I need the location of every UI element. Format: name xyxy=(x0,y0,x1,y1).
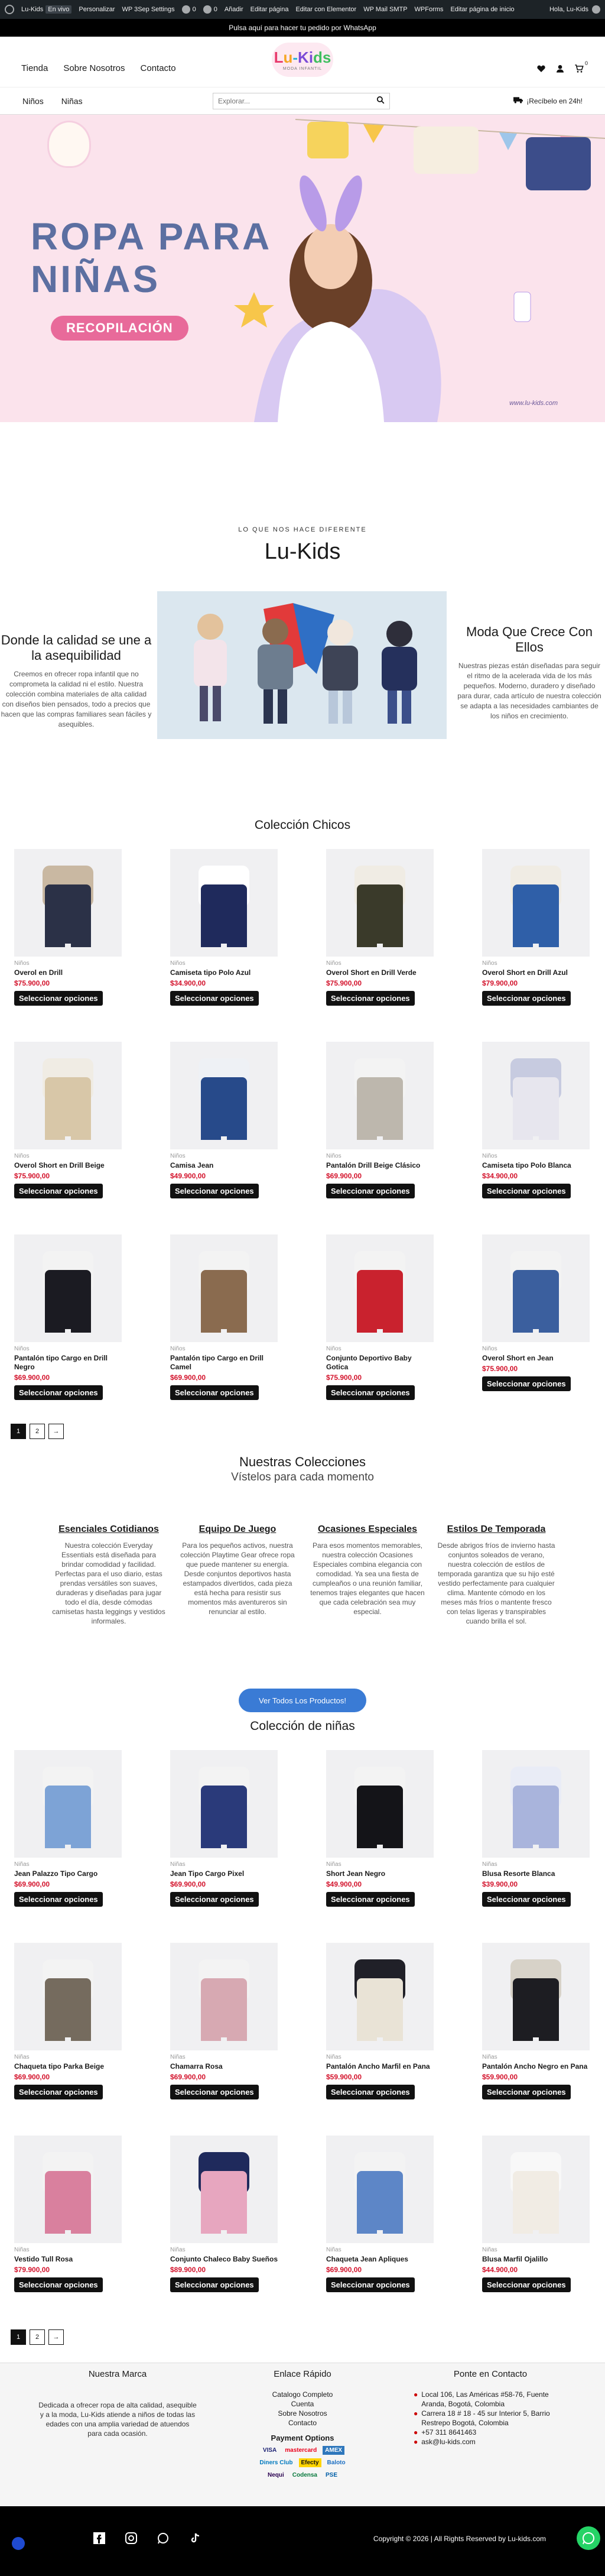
collections-subtitle: Vístelos para cada momento xyxy=(231,1471,374,1483)
hero-title: ROPA PARA NIÑAS xyxy=(31,215,272,300)
payment-title: Payment Options xyxy=(271,2434,334,2442)
product-card[interactable] xyxy=(482,2136,590,2292)
product-image[interactable] xyxy=(170,1042,278,1149)
product-name[interactable]: Jean Tipo Cargo Pixel xyxy=(170,1869,245,1878)
product-image[interactable] xyxy=(482,1042,590,1149)
map-pin-icon: ● xyxy=(414,2390,418,2399)
product-name[interactable]: Camisa Jean xyxy=(170,1161,214,1169)
product-card[interactable] xyxy=(326,2136,434,2292)
about-left-title: Donde la calidad se une a la asequibilidad xyxy=(1,633,152,663)
product-card[interactable] xyxy=(482,849,590,1006)
select-options-button[interactable]: Seleccionar opciones xyxy=(482,2085,571,2099)
about-left-text: Creemos en ofrecer ropa infantil que no comprometa la calidad ni el estilo. Nuestra colección combina materiales de alta calidad con diseños bien pensados, todo a precios que hacen que las compras familiares sean fáciles y asequibles. xyxy=(1,670,152,728)
page-2-button[interactable]: 2 xyxy=(30,1424,45,1439)
product-price: $75.900,00 xyxy=(326,1373,362,1382)
product-card[interactable] xyxy=(326,1042,434,1198)
select-options-button[interactable]: Seleccionar opciones xyxy=(170,991,259,1006)
collection-special-text: Para esos momentos memorables, nuestra colección Ocasiones Especiales combina elegancia con comodidad. Ya sea una fiesta de cumpleaños o una reunión familiar, tenemos trajes elegantes que hacen que cada celebración sea muy especial. xyxy=(310,1541,425,1616)
collection-playtime-title[interactable]: Equipo De Juego xyxy=(199,1524,277,1534)
collection-essentials-title[interactable]: Esenciales Cotidianos xyxy=(58,1524,159,1534)
product-price: $39.900,00 xyxy=(482,1880,518,1888)
baloto-logo: Baloto xyxy=(327,2460,346,2466)
collection-seasonal xyxy=(437,1524,555,1626)
about-eyebrow: LO QUE NOS HACE DIFERENTE xyxy=(238,526,367,533)
about-left xyxy=(0,633,152,730)
product-card[interactable] xyxy=(14,849,122,1006)
product-image[interactable] xyxy=(170,1943,278,2050)
product-image[interactable] xyxy=(482,1750,590,1858)
product-price: $79.900,00 xyxy=(482,979,518,987)
product-category[interactable]: Niñas xyxy=(14,1861,30,1868)
product-name[interactable]: Pantalón tipo Cargo en Drill Negro xyxy=(14,1354,108,1371)
whatsapp-promo-bar[interactable] xyxy=(0,19,605,37)
logo-letter: ds xyxy=(313,48,331,66)
page-1-button[interactable]: 1 xyxy=(11,1424,26,1439)
contact-address-1: ● Local 106, Las Américas #58-76, Fuente Aranda, Bogotá, Colombia xyxy=(414,2390,549,2408)
site-header xyxy=(0,37,605,88)
mail-icon: ● xyxy=(414,2438,418,2446)
header-icons xyxy=(536,60,588,73)
about-right xyxy=(457,624,601,721)
product-category[interactable]: Niñas xyxy=(482,1861,497,1868)
product-price: $69.900,00 xyxy=(14,2073,50,2081)
product-category[interactable]: Niños xyxy=(482,1346,497,1352)
payment-logos xyxy=(249,2446,356,2480)
product-card[interactable] xyxy=(14,1042,122,1198)
product-name[interactable]: Blusa Resorte Blanca xyxy=(482,1869,555,1878)
product-price: $69.900,00 xyxy=(14,1880,50,1888)
product-price: $69.900,00 xyxy=(170,1880,206,1888)
wp-logo-icon[interactable] xyxy=(5,5,14,14)
about-right-title: Moda Que Crece Con Ellos xyxy=(466,624,593,654)
whatsapp-float-button[interactable] xyxy=(577,2526,600,2550)
instagram-icon[interactable] xyxy=(125,2532,137,2544)
search-input[interactable] xyxy=(218,97,376,105)
footer-links xyxy=(249,2369,356,2480)
product-category[interactable]: Niñas xyxy=(170,2247,186,2253)
product-name[interactable]: Vestido Tull Rosa xyxy=(14,2255,73,2263)
whatsapp-icon[interactable] xyxy=(157,2532,169,2544)
facebook-icon[interactable] xyxy=(93,2532,105,2544)
logo-letter: - xyxy=(292,48,298,66)
collection-playtime xyxy=(178,1524,297,1616)
product-card[interactable] xyxy=(14,2136,122,2292)
admin-customize[interactable]: Personalizar xyxy=(79,6,115,13)
accessibility-icon[interactable] xyxy=(12,2537,25,2550)
footer-link-catalogo[interactable]: Catalogo Completo xyxy=(272,2390,333,2399)
product-category[interactable]: Niños xyxy=(14,1346,30,1352)
select-options-button[interactable]: Seleccionar opciones xyxy=(14,2085,103,2099)
product-card[interactable] xyxy=(482,1042,590,1198)
product-price: $75.900,00 xyxy=(14,979,50,987)
product-price: $79.900,00 xyxy=(14,2266,50,2274)
admin-wp-settings[interactable]: WP 3Sep Settings xyxy=(122,6,175,13)
product-name[interactable]: Chamarra Rosa xyxy=(170,2062,223,2070)
select-options-button[interactable]: Seleccionar opciones xyxy=(170,2085,259,2099)
live-badge: En vivo xyxy=(45,5,71,14)
next-page-button[interactable]: → xyxy=(48,1424,64,1439)
product-image[interactable] xyxy=(170,1234,278,1342)
product-image[interactable] xyxy=(326,1943,434,2050)
product-image[interactable] xyxy=(170,849,278,957)
product-card[interactable] xyxy=(14,1750,122,1907)
about-heading xyxy=(0,526,605,565)
boys-pagination xyxy=(11,1424,64,1439)
product-name[interactable]: Overol en Drill xyxy=(14,968,63,977)
footer-link-contacto[interactable]: Contacto xyxy=(288,2419,317,2427)
admin-updates-count[interactable]: 0 xyxy=(203,5,217,14)
collection-playtime-text: Para los pequeños activos, nuestra colección Playtime Gear ofrece ropa que puede mantener su energía. Desde conjuntos deportivos hasta estampados divertidos, cada pieza está hecha para resistir sus momentos más aventureros sin renunciar al estilo. xyxy=(180,1541,295,1616)
mastercard-logo: mastercard xyxy=(285,2447,317,2454)
category-ninos[interactable]: Niños xyxy=(22,96,44,106)
contact-phone[interactable]: ● +57 311 8641463 xyxy=(414,2428,477,2436)
map-pin-icon: ● xyxy=(414,2409,418,2418)
product-price: $59.900,00 xyxy=(482,2073,518,2081)
product-price: $49.900,00 xyxy=(326,1880,362,1888)
product-price: $69.900,00 xyxy=(326,2266,362,2274)
product-name[interactable]: Pantalón tipo Cargo en Drill Camel xyxy=(170,1354,264,1371)
product-image[interactable] xyxy=(14,849,122,957)
product-name[interactable]: Camiseta tipo Polo Azul xyxy=(170,968,251,977)
product-name[interactable]: Pantalón Ancho Marfil en Pana xyxy=(326,2062,430,2070)
product-image[interactable] xyxy=(482,1943,590,2050)
product-name[interactable]: Overol Short en Jean xyxy=(482,1354,554,1362)
hero-url: www.lu-kids.com xyxy=(509,400,558,407)
site-footer xyxy=(0,2363,605,2576)
product-image[interactable] xyxy=(326,849,434,957)
product-image[interactable] xyxy=(14,1750,122,1858)
admin-comments-count[interactable]: 0 xyxy=(182,5,196,14)
product-image[interactable] xyxy=(482,849,590,957)
logo-tagline: MODA INFANTIL xyxy=(282,67,323,71)
product-name[interactable]: Short Jean Negro xyxy=(326,1869,386,1878)
select-options-button[interactable]: Seleccionar opciones xyxy=(326,1385,415,1400)
product-name[interactable]: Overol Short en Drill Azul xyxy=(482,968,568,977)
product-category[interactable]: Niños xyxy=(170,960,186,967)
select-options-button[interactable]: Seleccionar opciones xyxy=(482,991,571,1006)
select-options-button[interactable]: Seleccionar opciones xyxy=(14,1892,103,1907)
product-image[interactable] xyxy=(326,2136,434,2243)
product-image[interactable] xyxy=(14,1943,122,2050)
product-card[interactable] xyxy=(170,1234,278,1400)
product-category[interactable]: Niñas xyxy=(326,2054,341,2060)
page-2-button[interactable]: 2 xyxy=(30,2329,45,2345)
category-ninas[interactable]: Niñas xyxy=(61,96,83,106)
logo-letter: L xyxy=(274,48,284,66)
product-category[interactable]: Niñas xyxy=(170,2054,186,2060)
footer-brand-title: Nuestra Marca xyxy=(88,2369,147,2379)
tiktok-icon[interactable] xyxy=(189,2532,201,2544)
footer-links-title: Enlace Rápido xyxy=(274,2369,331,2379)
admin-edit-home[interactable]: Editar página de inicio xyxy=(450,6,515,13)
search-icon[interactable] xyxy=(376,96,385,106)
updates-icon xyxy=(203,5,212,14)
product-price: $89.900,00 xyxy=(170,2266,206,2274)
wp-admin-bar xyxy=(0,0,605,19)
product-name[interactable]: Chaqueta Jean Apliques xyxy=(326,2255,408,2263)
product-category[interactable]: Niños xyxy=(170,1346,186,1352)
footer-link-cuenta[interactable]: Cuenta xyxy=(291,2400,314,2408)
product-name[interactable]: Overol Short en Drill Verde xyxy=(326,968,417,977)
admin-wpforms[interactable]: WPForms xyxy=(414,6,444,13)
search-box xyxy=(213,93,390,109)
logo-letter: u xyxy=(283,48,293,66)
product-image[interactable] xyxy=(482,2136,590,2243)
comments-icon xyxy=(182,5,190,14)
product-name[interactable]: Conjunto Chaleco Baby Sueños xyxy=(170,2255,278,2263)
product-card[interactable] xyxy=(14,1943,122,2099)
product-name[interactable]: Pantalón Ancho Negro en Pana xyxy=(482,2062,588,2070)
shipping-text: ¡Recíbelo en 24h! xyxy=(526,96,583,105)
page-1-button[interactable]: 1 xyxy=(11,2329,26,2345)
select-options-button[interactable]: Seleccionar opciones xyxy=(14,1184,103,1198)
select-options-button[interactable]: Seleccionar opciones xyxy=(326,1184,415,1198)
admin-account[interactable]: Hola, Lu-Kids xyxy=(549,5,600,14)
product-card[interactable] xyxy=(482,1750,590,1907)
product-price: $44.900,00 xyxy=(482,2266,518,2274)
select-options-button[interactable]: Seleccionar opciones xyxy=(482,1376,571,1391)
user-icon[interactable] xyxy=(555,64,565,73)
view-all-products-button[interactable]: Ver Todos Los Productos! xyxy=(239,1689,366,1712)
about-kids-image xyxy=(157,591,447,739)
cart-icon[interactable] xyxy=(574,60,588,73)
shipping-note xyxy=(513,96,583,105)
footer-bottom-bar xyxy=(0,2506,605,2576)
collections-title: Nuestras Colecciones xyxy=(239,1454,366,1469)
select-options-button[interactable]: Seleccionar opciones xyxy=(326,991,415,1006)
product-category[interactable]: Niños xyxy=(14,960,30,967)
select-options-button[interactable]: Seleccionar opciones xyxy=(482,1184,571,1198)
product-card[interactable] xyxy=(170,1750,278,1907)
product-card[interactable] xyxy=(170,1943,278,2099)
about-section xyxy=(0,591,605,739)
select-options-button[interactable]: Seleccionar opciones xyxy=(14,1385,103,1400)
product-name[interactable]: Jean Palazzo Tipo Cargo xyxy=(14,1869,98,1878)
select-options-button[interactable]: Seleccionar opciones xyxy=(170,1892,259,1907)
product-card[interactable] xyxy=(326,1234,434,1400)
product-price: $69.900,00 xyxy=(170,2073,206,2081)
product-card[interactable] xyxy=(482,1943,590,2099)
admin-edit-page[interactable]: Editar página xyxy=(250,6,289,13)
nav-tienda[interactable]: Tienda xyxy=(21,63,48,73)
footer-contact xyxy=(414,2369,567,2447)
site-logo[interactable] xyxy=(272,43,333,77)
collection-special xyxy=(308,1524,427,1616)
product-category[interactable]: Niños xyxy=(14,1153,30,1159)
product-card[interactable] xyxy=(326,849,434,1006)
footer-brand-text: Dedicada a ofrecer ropa de alta calidad, asequible y a la moda, Lu-Kids atiende a niños de todas las edades con una amplia variedad de atuendos para cada ocasión. xyxy=(38,2401,197,2438)
product-card[interactable] xyxy=(482,1234,590,1391)
admin-edit-elementor[interactable]: Editar con Elementor xyxy=(295,6,357,13)
whatsapp-float-icon xyxy=(581,2531,596,2545)
product-image[interactable] xyxy=(326,1750,434,1858)
product-price: $34.900,00 xyxy=(482,1172,518,1180)
select-options-button[interactable]: Seleccionar opciones xyxy=(482,1892,571,1907)
efecty-logo: Efecty xyxy=(299,2458,321,2467)
product-category[interactable]: Niños xyxy=(326,1346,341,1352)
footer-brand xyxy=(38,2369,197,2438)
contact-email[interactable]: ● ask@lu-kids.com xyxy=(414,2438,476,2446)
hero-collection-pill[interactable]: RECOPILACIÓN xyxy=(51,316,188,341)
select-options-button[interactable]: Seleccionar opciones xyxy=(170,2277,259,2292)
product-name[interactable]: Pantalón Drill Beige Clásico xyxy=(326,1161,421,1169)
girls-pagination xyxy=(11,2329,64,2345)
codensa-logo: Codensa xyxy=(292,2472,317,2478)
product-image[interactable] xyxy=(170,2136,278,2243)
contact-address-2: ● Carrera 18 # 18 - 45 sur Interior 5, Barrio Restrepo Bogotá, Colombia xyxy=(414,2409,550,2427)
select-options-button[interactable]: Seleccionar opciones xyxy=(482,2277,571,2292)
product-category[interactable]: Niñas xyxy=(14,2247,30,2253)
product-image[interactable] xyxy=(326,1234,434,1342)
admin-wp-mail-smtp[interactable]: WP Mail SMTP xyxy=(363,6,408,13)
copyright: Copyright © 2026 | All Rights Reserved by Lu-kids.com xyxy=(373,2535,546,2543)
product-card[interactable] xyxy=(326,1943,434,2099)
nequi-logo: Nequi xyxy=(267,2472,284,2478)
category-nav xyxy=(0,88,605,115)
admin-site-name[interactable]: Lu-Kids En vivo xyxy=(21,5,71,14)
boys-collection-title: Colección Chicos xyxy=(254,818,351,832)
product-category[interactable]: Niños xyxy=(482,960,497,967)
select-options-button[interactable]: Seleccionar opciones xyxy=(14,991,103,1006)
main-nav xyxy=(21,63,176,73)
product-card[interactable] xyxy=(326,1750,434,1907)
select-options-button[interactable]: Seleccionar opciones xyxy=(326,2277,415,2292)
product-card[interactable] xyxy=(170,2136,278,2292)
balloon-decoration xyxy=(47,121,91,168)
collection-seasonal-title[interactable]: Estilos De Temporada xyxy=(447,1524,546,1534)
product-price: $34.900,00 xyxy=(170,979,206,987)
product-price: $69.900,00 xyxy=(170,1373,206,1382)
pse-logo: PSE xyxy=(326,2472,338,2478)
product-price: $75.900,00 xyxy=(14,1172,50,1180)
product-card[interactable] xyxy=(170,1042,278,1198)
product-name[interactable]: Blusa Marfil Ojalillo xyxy=(482,2255,548,2263)
product-image[interactable] xyxy=(170,1750,278,1858)
product-name[interactable]: Camiseta tipo Polo Blanca xyxy=(482,1161,571,1169)
visa-logo: VISA xyxy=(262,2447,277,2454)
next-page-button[interactable]: → xyxy=(48,2329,64,2345)
about-right-text: Nuestras piezas están diseñadas para seguir el ritmo de la acelerada vida de los más pequeños. Moderno, duradero y diseñado para durar, cada artículo de nuestra colección se adapta a las necesidades cambiantes de los niños en crecimiento. xyxy=(457,662,601,720)
product-category[interactable]: Niños xyxy=(482,1153,497,1159)
select-options-button[interactable]: Seleccionar opciones xyxy=(170,1184,259,1198)
footer-contact-title: Ponte en Contacto xyxy=(453,2369,528,2379)
product-category[interactable]: Niños xyxy=(326,960,341,967)
logo-letter: Ki xyxy=(298,48,314,66)
product-price: $49.900,00 xyxy=(170,1172,206,1180)
promo-text[interactable]: Pulsa aquí para hacer tu pedido por WhatsApp xyxy=(229,24,376,32)
product-card[interactable] xyxy=(14,1234,122,1400)
product-image[interactable] xyxy=(14,1042,122,1149)
select-options-button[interactable]: Seleccionar opciones xyxy=(326,1892,415,1907)
footer-link-sobre-nosotros[interactable]: Sobre Nosotros xyxy=(278,2409,327,2418)
collection-special-title[interactable]: Ocasiones Especiales xyxy=(317,1524,418,1534)
product-image[interactable] xyxy=(14,1234,122,1342)
product-price: $69.900,00 xyxy=(326,1172,362,1180)
product-category[interactable]: Niñas xyxy=(170,1861,186,1868)
product-image[interactable] xyxy=(326,1042,434,1149)
product-category[interactable]: Niños xyxy=(326,1153,341,1159)
product-price: $59.900,00 xyxy=(326,2073,362,2081)
nav-contacto[interactable]: Contacto xyxy=(140,63,176,73)
select-options-button[interactable]: Seleccionar opciones xyxy=(326,2085,415,2099)
amex-logo: AMEX xyxy=(323,2446,344,2455)
product-price: $75.900,00 xyxy=(482,1365,518,1373)
nav-sobre-nosotros[interactable]: Sobre Nosotros xyxy=(63,63,125,73)
about-brand: Lu-Kids xyxy=(264,539,341,564)
product-image[interactable] xyxy=(14,2136,122,2243)
product-category[interactable]: Niñas xyxy=(326,2247,341,2253)
product-category[interactable]: Niñas xyxy=(14,2054,30,2060)
product-price: $69.900,00 xyxy=(14,1373,50,1382)
collection-essentials-text: Nuestra colección Everyday Essentials está diseñada para brindar comodidad y facilidad. Perfectas para el uso diario, estas prendas versátiles son suaves, duraderas y diseñadas para jugar todo el día, desde cómodas camisetas hasta leggings y vestidos informales. xyxy=(52,1541,165,1625)
diners-logo: Diners Club xyxy=(259,2460,293,2466)
girls-collection-title: Colección de niñas xyxy=(250,1719,355,1733)
product-category[interactable]: Niñas xyxy=(482,2054,497,2060)
product-price: $75.900,00 xyxy=(326,979,362,987)
admin-new[interactable]: Añadir xyxy=(224,6,243,13)
select-options-button[interactable]: Seleccionar opciones xyxy=(14,2277,103,2292)
select-options-button[interactable]: Seleccionar opciones xyxy=(170,1385,259,1400)
product-name[interactable]: Overol Short en Drill Beige xyxy=(14,1161,105,1169)
hero-banner[interactable] xyxy=(0,115,605,422)
product-name[interactable]: Conjunto Deportivo Baby Gotica xyxy=(326,1354,412,1371)
product-card[interactable] xyxy=(170,849,278,1006)
collection-seasonal-text: Desde abrigos fríos de invierno hasta conjuntos soleados de verano, nuestra colección de estilos de temporada garantiza que su hijo esté vestido perfectamente para cualquier clima. Mantente cómodo en los meses más fríos o mantente fresco con telas ligeras y transpirables cuando brilla el sol. xyxy=(437,1541,555,1625)
product-category[interactable]: Niños xyxy=(170,1153,186,1159)
collections-heading xyxy=(0,1454,605,1484)
product-category[interactable]: Niñas xyxy=(482,2247,497,2253)
avatar xyxy=(592,5,600,14)
product-category[interactable]: Niñas xyxy=(326,1861,341,1868)
product-name[interactable]: Chaqueta tipo Parka Beige xyxy=(14,2062,105,2070)
cart-count: 0 xyxy=(584,60,588,66)
social-links xyxy=(93,2532,201,2544)
collection-essentials xyxy=(50,1524,168,1626)
product-image[interactable] xyxy=(482,1234,590,1342)
phone-icon: ● xyxy=(414,2428,418,2436)
heart-icon[interactable] xyxy=(536,64,546,73)
truck-icon xyxy=(513,96,523,105)
